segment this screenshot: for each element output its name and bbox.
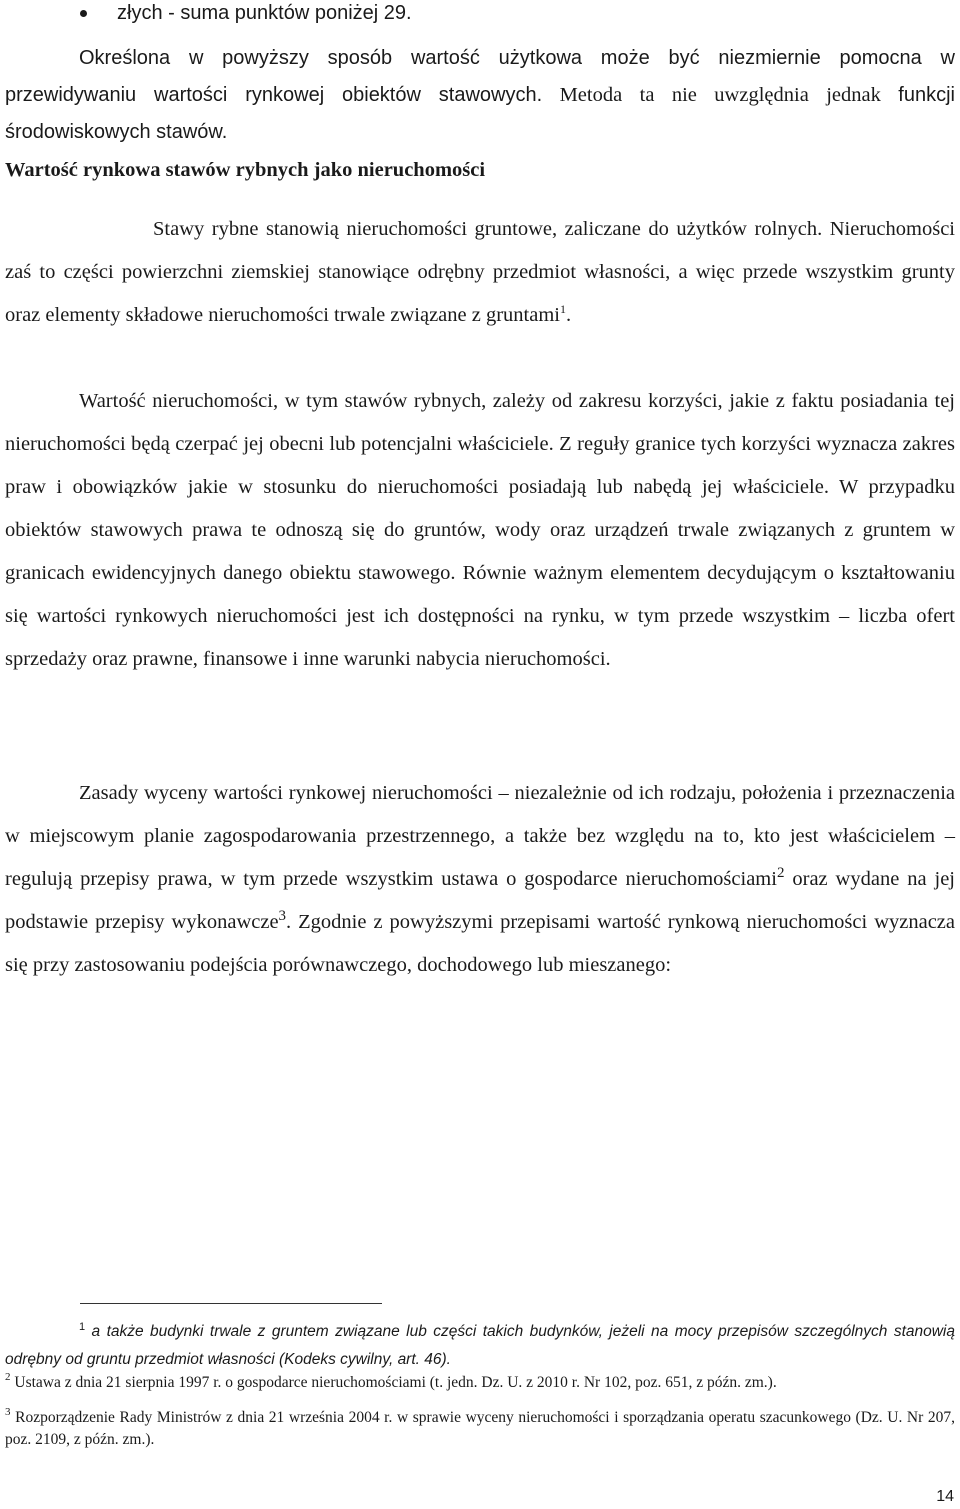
intro-sans-tail: funkcji środowiskowych stawów.: [5, 84, 955, 143]
rules-part2: oraz wydane na jej podstawie przepisy wykonawcze: [5, 868, 955, 933]
ponds-paragraph: [5, 208, 955, 337]
section-heading: Wartość rynkowa stawów rybnych jako nieruchomości: [5, 159, 486, 181]
value-paragraph: Wartość nieruchomości, w tym stawów rybnych, zależy od zakresu korzyści, jakie z faktu posiadania tej nieruchomości będą czerpać jej obecni lub potencjalni właściciele. Z reguły granice tych korzyści wyznacza zakres praw i obowiązków jakie w stosunku do nieruchomości posiadają lub nabędą jej właściciele. W przypadku obiektów stawowych prawa te odnoszą się do gruntów, wody oraz urządzeń trwale związanych z gruntem w granicach ewidencyjnych danego obiektu stawowego. Równie ważnym elementem decydującym o kształtowaniu się wartości rynkowych nieruchomości jest ich dostępności na rynku, w tym przede wszystkim – liczba ofert sprzedaży oraz prawne, finansowe i inne warunki nabycia nieruchomości.: [5, 390, 955, 670]
footnote-3-text: Rozporządzenie Rady Ministrów z dnia 21 września 2004 r. w sprawie wyceny nieruchomości i sporządzania operatu szacunkowego (Dz. U. Nr 207, poz. 2109, z późn. zm.).: [5, 1409, 955, 1448]
footnote-ref-1[interactable]: 1: [559, 302, 566, 316]
footnote-separator: [80, 1303, 382, 1304]
intro-sans-part: Określona w powyższy sposób wartość użytkowa może być niezmiernie pomocna w przewidywaniu wartości rynkowej obiektów stawowych.: [5, 47, 955, 106]
rules-paragraph: [5, 772, 955, 987]
footnote-1: [5, 1318, 955, 1374]
footnote-1-number: 1: [79, 1321, 86, 1333]
footnote-3: [5, 1407, 955, 1451]
ponds-text: Stawy rybne stanowią nieruchomości gruntowe, zaliczane do użytków rolnych. Nieruchomości zaś to części powierzchni ziemskiej stanowiące odrębny przedmiot własności, a więc przede wszystkim grunty oraz elementy składowe nieruchomości trwale związane z gruntami: [5, 218, 955, 326]
bullet-list-item: [80, 0, 412, 26]
rules-part3: . Zgodnie z powyższymi przepisami wartość rynkową nieruchomości wyznacza się przy zastosowaniu podejścia porównawczego, dochodowego lub mieszanego:: [5, 911, 955, 976]
footnote-ref-3[interactable]: 3: [278, 908, 287, 924]
intro-serif-part: Metoda ta nie uwzględnia jednak: [542, 84, 881, 106]
bullet-text: złych - suma punktów poniżej 29.: [117, 2, 412, 24]
footnote-1-text: a także budynki trwale z gruntem związane lub części takich budynków, jeżeli na mocy przepisów szczególnych stanowią odrębny od gruntu przedmiot własności (Kodeks cywilny, art. 46).: [5, 1323, 955, 1368]
footnote-2-number: 2: [5, 1371, 11, 1383]
footnote-2-text: Ustawa z dnia 21 sierpnia 1997 r. o gospodarce nieruchomościami (t. jedn. Dz. U. z 2010 r. Nr 102, poz. 651, z późn. zm.).: [10, 1374, 777, 1391]
intro-paragraph: [5, 40, 955, 151]
footnote-3-number: 3: [5, 1406, 11, 1418]
ponds-end: .: [565, 304, 572, 326]
footnote-ref-2[interactable]: 2: [776, 865, 785, 881]
bullet-icon: [80, 10, 87, 17]
page-number: 14: [936, 1488, 954, 1505]
rules-part1: Zasady wyceny wartości rynkowej nieruchomości – niezależnie od ich rodzaju, położenia i przeznaczenia w miejscowym planie zagospodarowania przestrzennego, a także bez względu na to, kto jest właścicielem – regulują przepisy prawa, w tym przede wszystkim ustawa o gospodarce nieruchomościami: [5, 782, 955, 890]
footnote-2: [5, 1372, 955, 1394]
